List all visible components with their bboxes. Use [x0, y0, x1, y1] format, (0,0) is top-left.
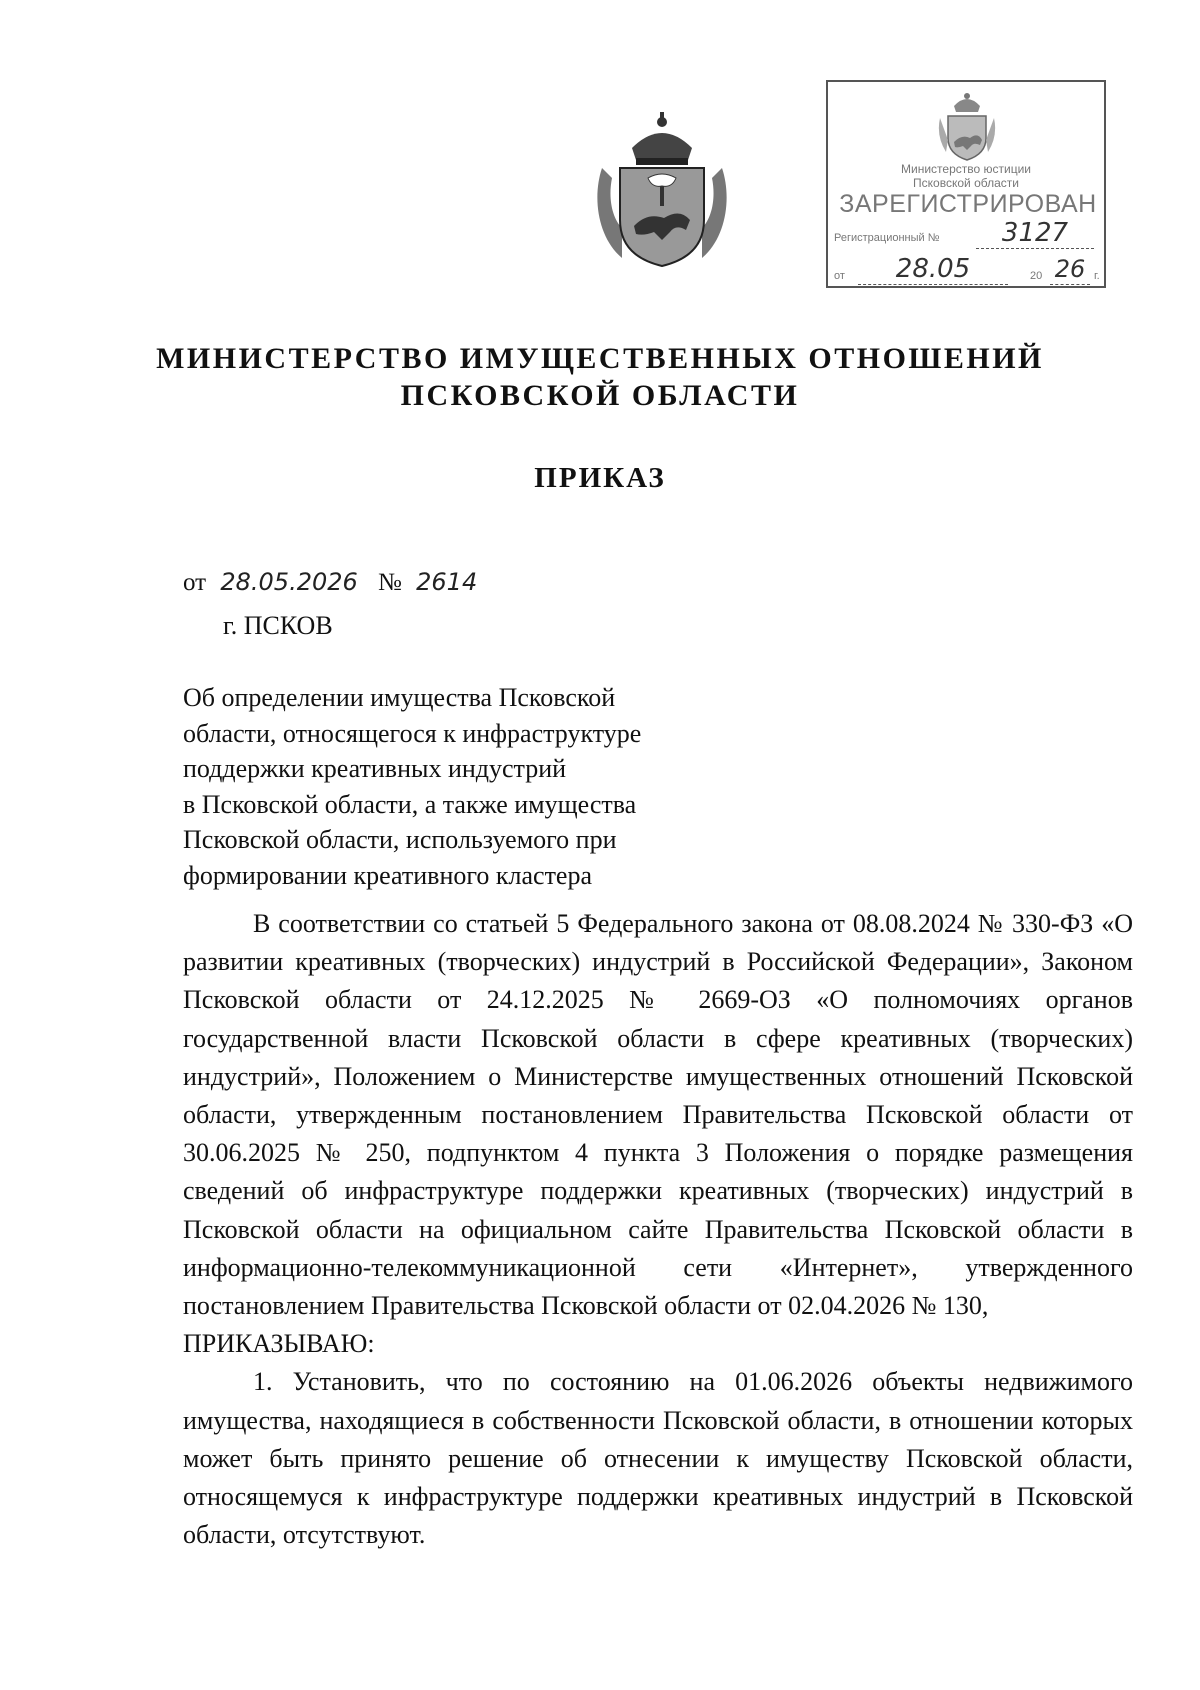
stamp-ministry-line2: Псковской области	[913, 176, 1019, 190]
subject-line: поддержки креативных индустрий	[183, 754, 567, 783]
subject-line: формировании креативного кластера	[183, 860, 593, 890]
stamp-ministry-line1: Министерство юстиции	[901, 162, 1031, 176]
stamp-year-prefix: 20	[1030, 270, 1043, 282]
subject-line: области, относящегося к инфраструктуре	[183, 718, 642, 748]
document-type-heading: ПРИКАЗ	[534, 462, 666, 494]
stamp-status: ЗАРЕГИСТРИРОВАН	[839, 190, 1097, 218]
stamp-reg-number: 3127	[976, 218, 1094, 249]
order-number-sign: №	[378, 569, 402, 596]
preamble-paragraph: В соответствии со статьей 5 Федерального закона от 08.08.2024 № 330-ФЗ «О развитии креативных (творческих) индустрий в Российской Федерации», Законом Псковской области от 24.12.2025 № 2669-ОЗ «О полномочиях органов государственной власти Псковской области в сфере креативных (творческих) индустрий», Положением о Министерстве имущественных отношений Псковской области, утвержденным постановлением Правительства Псковской области от 30.06.2025 № 250, подпунктом 4 пункта 3 Положения о порядке размещения сведений об инфраструктуре поддержки креативных (творческих) индустрий в Псковской области на официальном сайте Правительства Псковской области в информационно-телекоммуникационной сети «Интернет», утвержденного постановлением Правительства Псковской области от 02.04.2026 № 130,	[183, 909, 1133, 1321]
stamp-date-prefix: от	[834, 270, 845, 282]
order-city: г. ПСКОВ	[223, 611, 333, 640]
coat-of-arms-emblem	[592, 108, 732, 268]
stamp-reg-label: Регистрационный №	[834, 232, 940, 244]
ministry-title-line1: МИНИСТЕРСТВО ИМУЩЕСТВЕННЫХ ОТНОШЕНИЙ	[156, 342, 1044, 375]
order-number-handwritten: 2614	[416, 568, 478, 596]
registration-stamp	[826, 80, 1106, 288]
order-subject	[183, 680, 703, 893]
order-word: ПРИКАЗЫВАЮ:	[183, 1329, 375, 1359]
stamp-year-suffix: 26	[1050, 254, 1090, 285]
ministry-title-line2: ПСКОВСКОЙ ОБЛАСТИ	[400, 379, 800, 412]
order-item-1: 1. Установить, что по состоянию на 01.06.2026 объекты недвижимого имущества, находящиеся в собственности Псковской области, в отношении которых может быть принято решение об отнесении к имуществу Псковской области, относящемуся к инфраструктуре поддержки креативных индустрий в Псковской области, отсутствуют.	[183, 1367, 1133, 1550]
order-date-prefix: от	[183, 569, 207, 596]
stamp-date-day-month: 28.05	[858, 254, 1008, 285]
subject-line: Псковской области, используемого при	[183, 825, 617, 854]
order-date-line	[183, 568, 477, 604]
subject-line: Об определении имущества Псковской	[183, 683, 616, 712]
stamp-year-unit: г.	[1094, 270, 1100, 282]
ministry-title	[0, 340, 1200, 414]
order-body	[183, 905, 1133, 1554]
order-date-handwritten: 28.05.2026	[220, 568, 358, 596]
stamp-emblem-icon	[936, 90, 998, 162]
subject-line: в Псковской области, а также имущества	[183, 789, 637, 819]
stamp-ministry-name	[828, 162, 1104, 190]
